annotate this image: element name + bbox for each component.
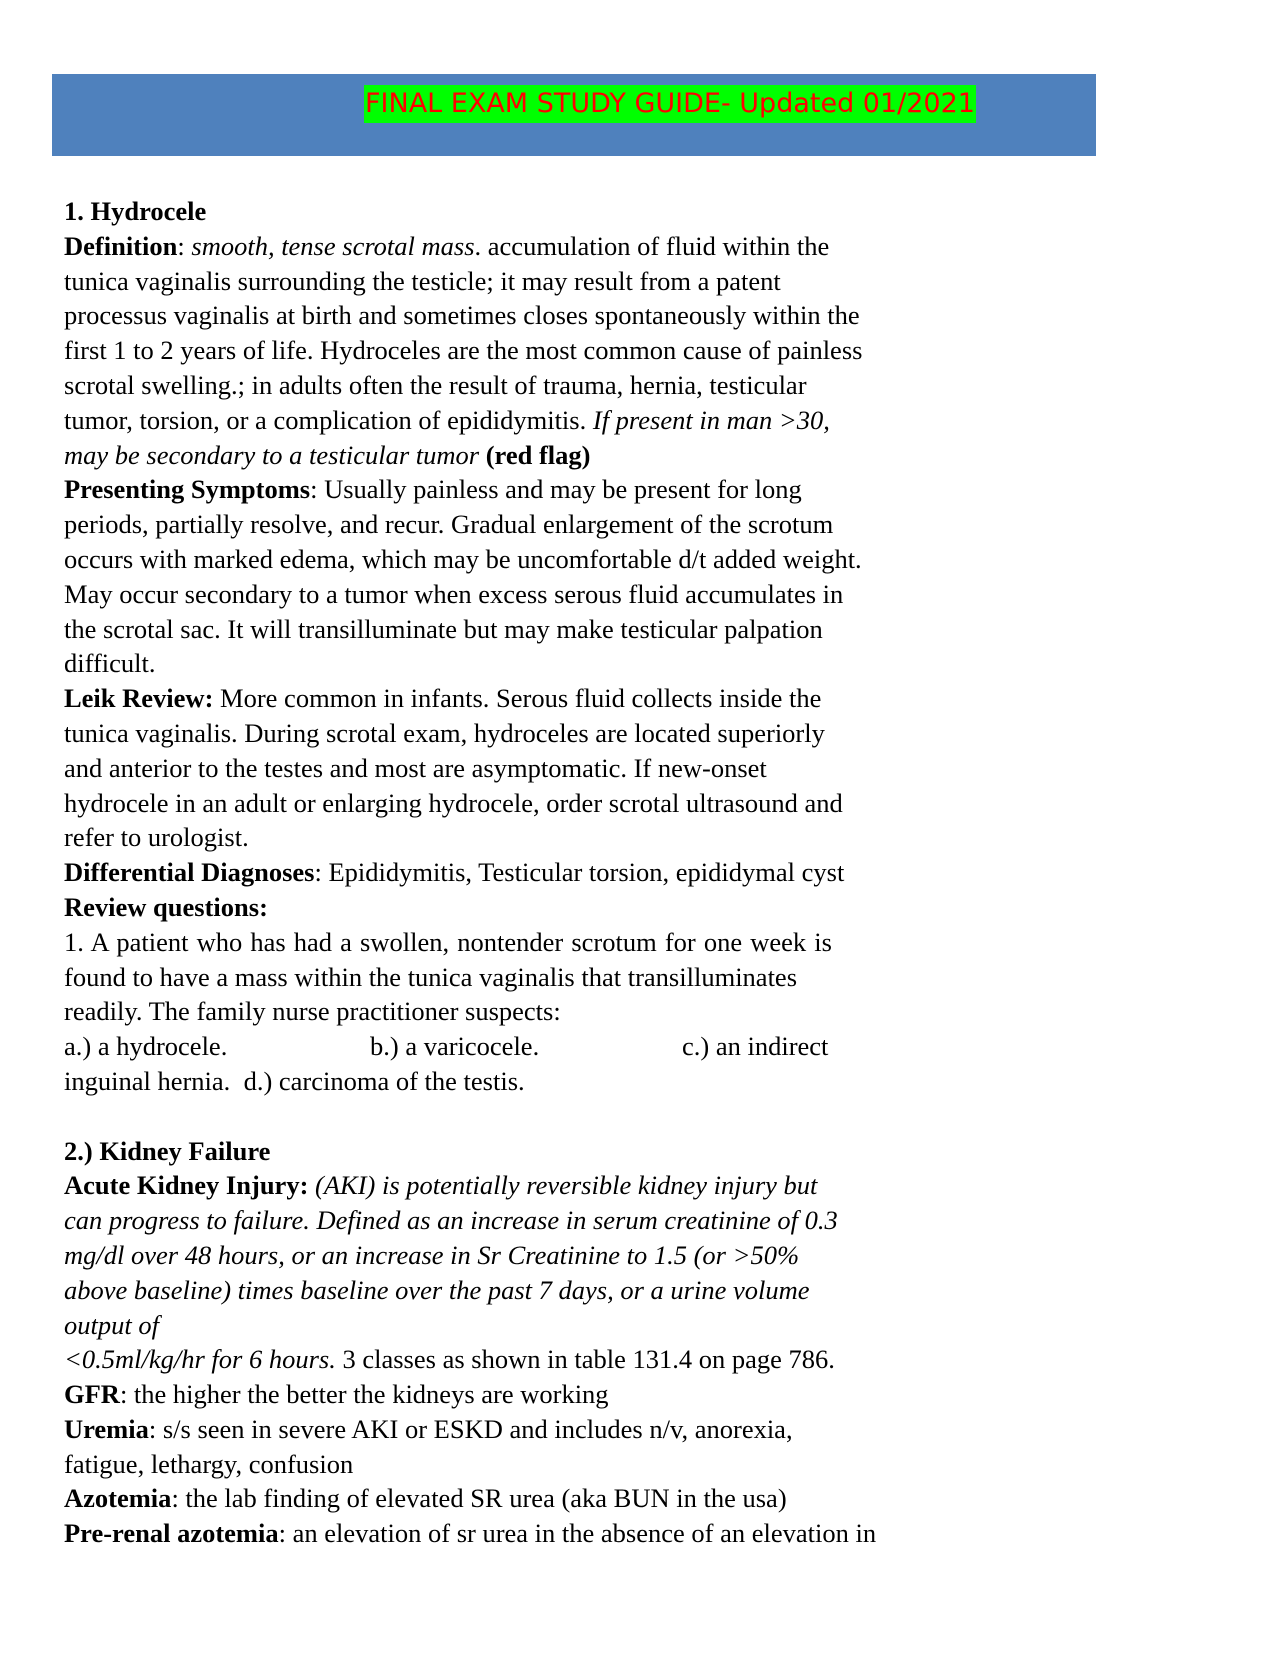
document-body [64,194,1064,1551]
answer-c-continued: inguinal hernia. [64,1065,231,1096]
text-line: <0.5ml/kg/hr for 6 hours. 3 classes as shown in table 131.4 on page 786. [64,1344,835,1375]
answer-options [64,1064,1064,1099]
answer-a: a.) a hydrocele. [64,1031,228,1062]
answer-options [64,1029,1064,1064]
text-line: tunica vaginalis. During scrotal exam, hydroceles are located superiorly [64,717,825,748]
section-heading-kidney-failure: 2.) Kidney Failure [64,1135,271,1166]
text-line: tumor, torsion, or a complication of epididymitis. If present in man >30, [64,404,830,435]
question-line: found to have a mass within the tunica vaginalis that transilluminates [64,961,798,992]
aki-label: Acute Kidney Injury: [64,1170,309,1201]
text-line: tunica vaginalis surrounding the testicle; it may result from a patent [64,265,781,296]
text-line: refer to urologist. [64,822,249,853]
symptoms-line: Presenting Symptoms: Usually painless and may be present for long [64,474,802,505]
text-line: hydrocele in an adult or enlarging hydrocele, order scrotal ultrasound and [64,787,843,818]
text-line: fatigue, lethargy, confusion [64,1448,354,1479]
symptoms-label: Presenting Symptoms [64,474,311,505]
azotemia-label: Azotemia [64,1483,172,1514]
text-line: mg/dl over 48 hours, or an increase in Sr Creatinine to 1.5 (or >50% [64,1239,800,1270]
answer-d: d.) carcinoma of the testis. [243,1065,525,1096]
review-questions-heading: Review questions: [64,891,268,922]
definition-line: Definition: smooth, tense scrotal mass. accumulation of fluid within the [64,230,830,261]
azotemia-line: Azotemia: the lab finding of elevated SR urea (aka BUN in the usa) [64,1483,787,1514]
question-line: readily. The family nurse practitioner suspects: [64,996,561,1027]
text-line: processus vaginalis at birth and sometimes closes spontaneously within the [64,300,860,331]
section-heading-hydrocele: 1. Hydrocele [64,196,207,226]
uremia-label: Uremia [64,1413,149,1444]
definition-label: Definition [64,230,178,261]
red-flag-note: (red flag) [479,439,591,470]
answer-c: c.) an indirect [682,1031,829,1062]
uremia-line: Uremia: s/s seen in severe AKI or ESKD and includes n/v, anorexia, [64,1413,793,1444]
text-line: scrotal swelling.; in adults often the result of trauma, hernia, testicular [64,369,807,400]
text-line: the scrotal sac. It will transilluminate but may make testicular palpation [64,613,823,644]
prerenal-azotemia-label: Pre-renal azotemia [64,1518,279,1549]
text-line: output of [64,1309,159,1340]
document-title: FINAL EXAM STUDY GUIDE- Updated 01/2021 [364,85,976,123]
gfr-label: GFR [64,1379,120,1410]
spacer [64,1099,1064,1134]
text-line: occurs with marked edema, which may be uncomfortable d/t added weight. [64,543,862,574]
text-line: can progress to failure. Defined as an increase in serum creatinine of 0.3 [64,1205,838,1236]
differential-line: Differential Diagnoses: Epididymitis, Testicular torsion, epididymal cyst [64,857,845,888]
gfr-line: GFR: the higher the better the kidneys are working [64,1379,609,1410]
leik-review-line: Leik Review: More common in infants. Serous fluid collects inside the [64,683,822,714]
text-line: first 1 to 2 years of life. Hydroceles are the most common cause of painless [64,335,863,366]
question-line: 1. A patient who has had a swollen, nontender scrotum for one week is [64,926,832,957]
leik-review-label: Leik Review: [64,683,214,714]
answer-b: b.) a varicocele. [370,1031,540,1062]
text-line: may be secondary to a testicular tumor (red flag) [64,439,591,470]
text-line: and anterior to the testes and most are asymptomatic. If new-onset [64,752,767,783]
differential-label: Differential Diagnoses [64,857,315,888]
aki-line: Acute Kidney Injury: (AKI) is potentially reversible kidney injury but [64,1170,818,1201]
text-line: periods, partially resolve, and recur. Gradual enlargement of the scrotum [64,509,834,540]
text-line: May occur secondary to a tumor when excess serous fluid accumulates in [64,578,844,609]
text-line: above baseline) times baseline over the past 7 days, or a urine volume [64,1274,810,1305]
prerenal-azotemia-line: Pre-renal azotemia: an elevation of sr urea in the absence of an elevation in [64,1518,877,1549]
text-line: difficult. [64,648,156,679]
